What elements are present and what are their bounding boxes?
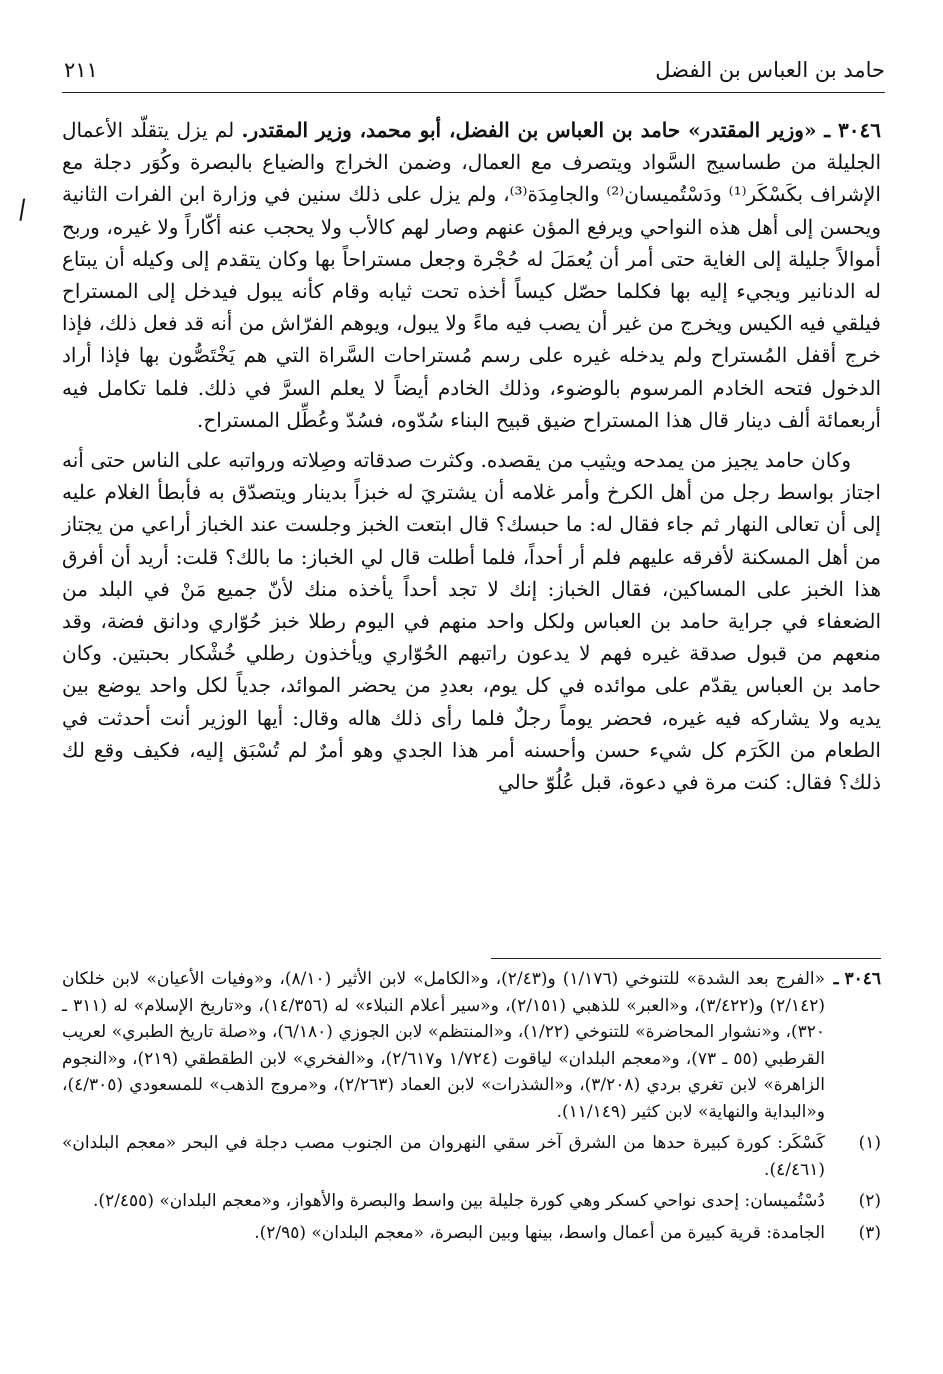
footnote-text: كَسْكَر: كورة كبيرة حدها من الشرق آخر سقي النهروان من الجنوب مصب دجلة في البحر «معجم البلدان» (٤/٤٦١).	[62, 1133, 825, 1180]
footnote-2	[62, 1188, 881, 1215]
footnote-label: ٣٠٤٦ ـ	[833, 969, 881, 989]
main-text	[62, 114, 881, 798]
footnote-divider	[491, 958, 881, 959]
paragraph-1	[62, 114, 881, 436]
footnotes	[62, 966, 881, 1251]
footnote-text: دُسْتُميسان: إحدى نواحي كسكر وهي كورة جليلة بين واسط والبصرة والأهواز، و«معجم البلدان» (٢/٤٥٥).	[93, 1191, 825, 1211]
footnote-3	[62, 1220, 881, 1247]
paragraph-2: وكان حامد يجيز من يمدحه ويثيب من يقصده. وكثرت صدقاته وصِلاته ورواتبه على الناس حتى أنه اجتاز بواسط رجل من أهل الكرخ وأمر غلامه أن يشتريَ له خبزاً بدينار ويتصدّق به فأبطأ الغلام عليه إلى أن تعالى النهار ثم جاء فقال له: ما حبسك؟ قال ابتعت الخبز وجلست عند الخباز أراعي من يجتاز من أهل المسكنة لأفرقه عليهم فلم أر أحداً، فلما أطلت قال لي الخباز: ما بالك؟ قلت: أريد أن أفرق هذا الخبز على المساكين، فقال الخباز: إنك لا تجد أحداً يأخذه منك لأنّ جميع مَنْ في البلد من الضعفاء في جراية حامد بن العباس ولكل واحد منهم في اليوم رطلا خبز حُوّاري ودانق فضة، وقد منعهم من قبول صدقة غيره فهم لا يدعون راتبهم الحُوّاري ويأخذون رطلي خُشْكار بحبتين. وكان حامد بن العباس يقدّم على موائده في كل يوم، بعددِ من يحضر الموائد، جدياً لكل واحد يوضع بين يديه ولا يشاركه فيه غيره، فحضر يوماً رجلٌ فلما رأى ذلك هاله وقال: أيها الوزير أنت أحدثت في الطعام من الكَرَم كل شيء حسن وأحسنه أمر هذا الجدي وهو أمرٌ لم تُسْبَق إليه، فكيف وقع لك ذلك؟ فقال: كنت مرة في دعوة، قبل عُلُوّ حالي	[62, 448, 881, 795]
paragraph-1-text: لم يزل يتقلّد الأعمال الجليلة من طساسيج السَّواد ويتصرف مع العمال، وضمن الخراج والضياع بالبصرة وكُوَر دجلة مع الإشراف بكَسْكَر⁽¹⁾ ودَسْتُميسان⁽²⁾ والجامِدَة⁽³⁾، ولم يزل على ذلك سنين في وزارة ابن الفرات الثانية ويحسن إلى أهل هذه النواحي ويرفع المؤن عنهم وصار لهم كالأب ولا يحجب عنه أكّاراً ولا غيره، وربح أموالاً جليلة إلى الغاية حتى أمر أن يُعمَلَ له حُجْرة وجعل مستراحاً بها وكان يتقدم إلى وكيله أن يبتاع له الدنانير ويجيء إليه بها فكلما حصّل كيساً أخذه تحت ثيابه وقام كأنه يبول فيدخل إلى المستراح فيلقي فيه الكيس ويخرج من غير أن يصب فيه ماءً ولا يبول، ويوهم الفرّاش من أنه قد فعل ذلك، فإذا خرج أقفل المُستراح ولم يدخله غيره على رسم مُستراحات السَّراة التي هم يَخْتَصُّون بها فإذا أراد الدخول فتحه الخادم المرسوم بالوضوء، وذلك الخادم أيضاً لا يعلم السرَّ في ذلك. فلما تكامل فيه أربعمائة ألف دينار قال هذا المستراح ضيق قبيح البناء سُدّوه، فسُدّ وعُطِّل المستراح.	[62, 118, 881, 432]
running-title: حامد بن العباس بن الفضل	[655, 58, 885, 82]
margin-pen-mark: /	[15, 194, 29, 226]
footnote-1	[62, 1130, 881, 1183]
footnote-label: (٣)	[858, 1222, 881, 1243]
footnote-label: (٢)	[858, 1191, 881, 1211]
footnote-text: «الفرج بعد الشدة» للتنوخي (١/١٧٦) و(٢/٤٣)، و«الكامل» لابن الأثير (٨/١٠)، و«وفيات الأعيان» لابن خلكان (٢/١٤٢) و(٣/٤٢٢)، و«العبر» للذهبي (٢/١٥١)، و«سير أعلام النبلاء» له (١٤/٣٥٦)، و«تاريخ الإسلام» له (٣١١ ـ ٣٢٠)، و«نشوار المحاضرة» للتنوخي (١/٢٢)، و«المنتظم» لابن الجوزي (٦/١٨٠)، و«صلة تاريخ الطبري» لعريب القرطبي (٥٥ ـ ٧٣)، و«معجم البلدان» لياقوت (١/٧٢٤ و٢/٦١٧)، و«الفخري» لابن الطقطقي (٢١٩)، و«النجوم الزاهرة» لابن تغري بردي (٣/٢٠٨)، و«الشذرات» لابن العماد (٢/٢٦٣)، و«مروج الذهب» للمسعودي (٤/٣٠٥)، و«البداية والنهاية» لابن كثير (١١/١٤٩).	[62, 969, 826, 1122]
page-number: ٢١١	[64, 58, 98, 82]
running-header	[62, 52, 885, 93]
footnote-text: الجامدة: قرية كبيرة من أعمال واسط، بينها وبين البصرة، «معجم البلدان» (٢/٩٥).	[254, 1222, 825, 1243]
entry-heading: ٣٠٤٦ ـ «وزير المقتدر» حامد بن العباس بن الفضل، أبو محمد، وزير المقتدر.	[241, 118, 882, 142]
footnote-label: (١)	[858, 1133, 881, 1153]
footnote-sources	[62, 966, 881, 1125]
